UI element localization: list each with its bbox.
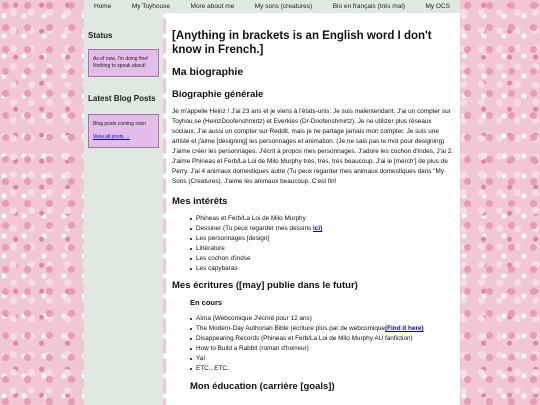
list-item-text: ETC., ETC.. [196,365,231,372]
list-item-text: Dessiner (Tu peux regarder mes dessins [196,225,313,232]
nav-my-ocs[interactable]: My OCS [425,3,450,10]
bio-general-title: Biographie générale [172,89,264,100]
list-item [190,354,454,364]
nav-bio-francais[interactable]: Bio en français (très mal) [332,3,405,10]
list-item-text: Les cochon d'indse [196,255,251,262]
writings-title: Mes écritures ([may] publie dans le futur) [172,280,358,291]
intro-note: [Anything in brackets is an English word I don't know in French.] [172,30,432,56]
list-item [190,224,454,234]
list-item [190,314,454,324]
interests-title: Mes intérêts [172,196,228,207]
blog-title: Latest Blog Posts [88,94,156,103]
bio-paragraph: Je m'appelle Heinz ! J'ai 23 ans et je viens à l'états-unis. Je suis malentendant. J'ai un compter sur Toyhou.se (HeinzDoofenshmirtz) et Everkies (Dr-Doofenshmirtz). Je ne utilizer plus réseaux sociaux. J'ai aussi un compter sur Reddit, mais je ne partage jamais mon compter. Je suis une artiste et j'aime [designing] les personnages et animation. (Je ne sais pas le mot pour designing) J'aime créer les personnages. J'écrit à propos mes personnages. J'adore les cochon d'indes, J'ai 2. J'aime Phineas et Ferb/La Loi de Milo Murphy très, très, très beaucoup. J'ai le [merch'] de plus de Perry. J'ai 4 animaux domestiques autre (Tu peux regarder mes animaux domestiques dans "My Sons (Creatures). J'aime les animaux beaucoup. C'est fin! [172,108,454,185]
drawings-link[interactable]: ici) [312,225,323,232]
list-item-text: Les capybaras [196,265,238,272]
list-item-text: Les personnages [design] [196,235,270,242]
status-title: Status [88,31,113,40]
list-item-text: Aïma (Webcomique J'écriré pour 12 ans) [196,315,312,322]
blog-box [88,114,159,148]
nav-more-about-me[interactable]: More about me [190,3,235,10]
blog-text: Blog posts coming soon [93,121,147,127]
list-item-text: Ya! [196,355,206,362]
nav-home[interactable]: Home [94,3,112,10]
top-nav [84,0,460,13]
list-item [190,334,454,344]
sidebar [84,13,163,405]
view-all-posts-link[interactable]: View all posts → [93,134,130,140]
list-item-text: Disappearing Records (Phineas et Ferb/La Loi de Milo Murphy AU fanfiction) [196,335,413,342]
in-progress-title: En cours [190,298,223,307]
list-item [190,344,454,354]
list-item-text: Littérature [196,245,225,252]
list-item [190,364,454,374]
nav-my-sons[interactable]: My sons (creatures) [254,3,313,10]
education-title: Mon éducation (carrière [goals]) [190,381,335,392]
status-text: As of now, I'm doing fine! Nothing to speak about! [93,56,149,69]
interests-list [190,214,454,274]
list-item-text: The Modern-Day Authorian Bible (écriture plus par de webcomique [196,325,385,332]
nav-my-toyhouse[interactable]: My Toyhouse [131,3,171,10]
writings-list [190,314,454,374]
list-item [190,234,454,244]
find-it-here-link[interactable]: (Find it here) [384,325,424,332]
list-item-text: How to Build a Rabbit (roman d'horreur) [196,345,309,352]
bio-title: Ma biographie [172,66,244,78]
list-item-text: Phineas et Ferb/La Loi de Milo Murphy [196,215,306,222]
main-content [166,13,460,405]
list-item [190,244,454,254]
list-item [190,254,454,264]
status-box [88,49,159,77]
list-item [190,324,454,334]
list-item [190,264,454,274]
list-item [190,214,454,224]
